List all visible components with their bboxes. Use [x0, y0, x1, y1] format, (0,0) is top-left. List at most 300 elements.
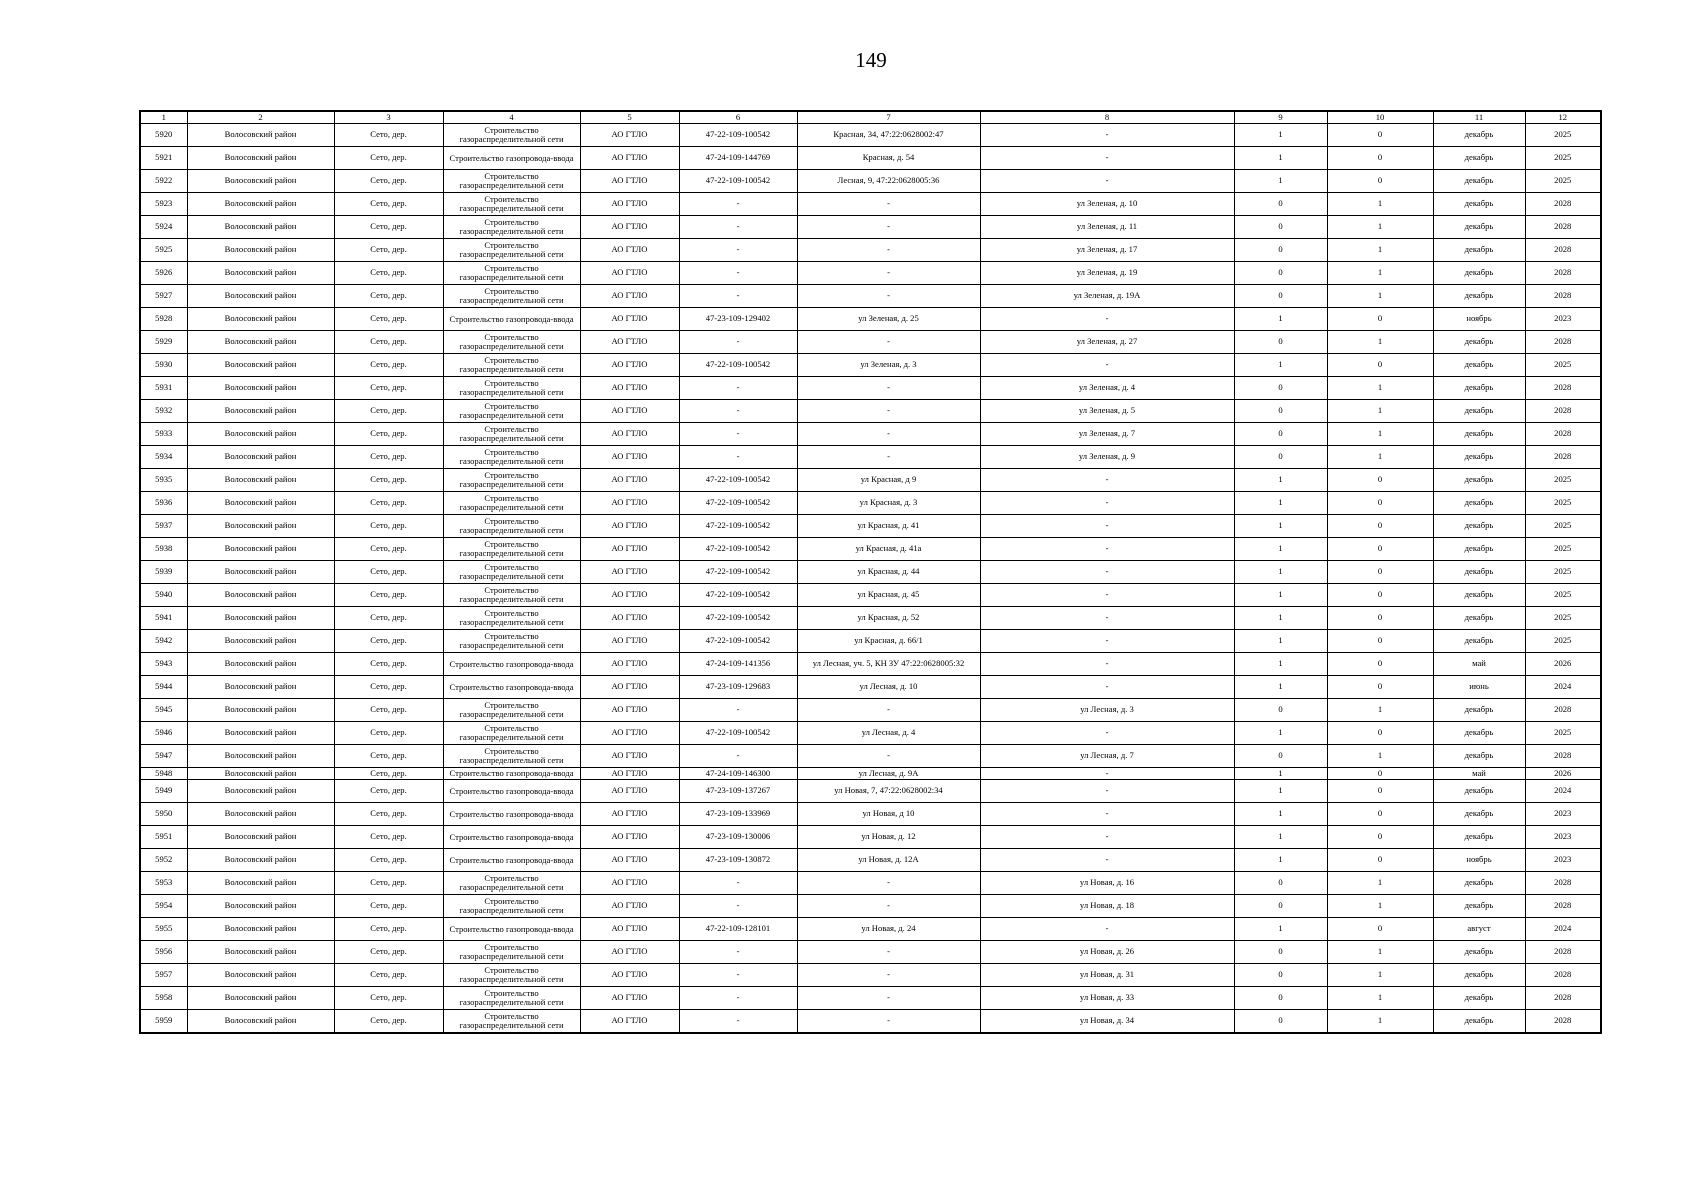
- month-cell: декабрь: [1433, 354, 1525, 377]
- application-number-cell: 47-22-109-100542: [679, 538, 797, 561]
- year-cell: 2028: [1525, 377, 1601, 400]
- year-cell: 2028: [1525, 699, 1601, 722]
- column-header: 5: [580, 111, 679, 124]
- month-cell: декабрь: [1433, 285, 1525, 308]
- count-planned-cell: 1: [1327, 941, 1433, 964]
- work-type-cell: Строительство газораспределительной сети: [443, 285, 580, 308]
- table-row: [140, 147, 1601, 170]
- settlement-cell: Сето, дер.: [334, 768, 443, 780]
- settlement-cell: Сето, дер.: [334, 308, 443, 331]
- count-connected-cell: 1: [1234, 469, 1327, 492]
- settlement-cell: Сето, дер.: [334, 561, 443, 584]
- count-planned-cell: 0: [1327, 515, 1433, 538]
- row-number-cell: 5924: [140, 216, 187, 239]
- table-row: [140, 872, 1601, 895]
- table-row: [140, 469, 1601, 492]
- work-type-cell: Строительство газораспределительной сети: [443, 745, 580, 768]
- table-row: [140, 400, 1601, 423]
- district-cell: Волосовский район: [187, 768, 334, 780]
- settlement-cell: Сето, дер.: [334, 469, 443, 492]
- planned-address-cell: -: [980, 538, 1234, 561]
- connected-address-cell: -: [797, 941, 980, 964]
- connected-address-cell: ул Красная, д. 3: [797, 492, 980, 515]
- planned-address-cell: ул Зеленая, д. 19А: [980, 285, 1234, 308]
- district-cell: Волосовский район: [187, 377, 334, 400]
- district-cell: Волосовский район: [187, 849, 334, 872]
- count-connected-cell: 0: [1234, 745, 1327, 768]
- count-planned-cell: 0: [1327, 607, 1433, 630]
- planned-address-cell: -: [980, 124, 1234, 147]
- district-cell: Волосовский район: [187, 918, 334, 941]
- settlement-cell: Сето, дер.: [334, 722, 443, 745]
- row-number-cell: 5939: [140, 561, 187, 584]
- connected-address-cell: Красная, д. 54: [797, 147, 980, 170]
- table-row: [140, 538, 1601, 561]
- district-cell: Волосовский район: [187, 285, 334, 308]
- year-cell: 2028: [1525, 400, 1601, 423]
- count-planned-cell: 0: [1327, 147, 1433, 170]
- application-number-cell: 47-23-109-129402: [679, 308, 797, 331]
- settlement-cell: Сето, дер.: [334, 538, 443, 561]
- row-number-cell: 5929: [140, 331, 187, 354]
- connected-address-cell: ул Красная, д. 41: [797, 515, 980, 538]
- application-number-cell: 47-22-109-100542: [679, 170, 797, 193]
- application-number-cell: -: [679, 216, 797, 239]
- organization-cell: АО ГТЛО: [580, 964, 679, 987]
- row-number-cell: 5921: [140, 147, 187, 170]
- organization-cell: АО ГТЛО: [580, 538, 679, 561]
- connected-address-cell: ул Красная, д. 45: [797, 584, 980, 607]
- connected-address-cell: -: [797, 285, 980, 308]
- count-connected-cell: 1: [1234, 308, 1327, 331]
- row-number-cell: 5938: [140, 538, 187, 561]
- connected-address-cell: -: [797, 745, 980, 768]
- count-connected-cell: 1: [1234, 780, 1327, 803]
- organization-cell: АО ГТЛО: [580, 354, 679, 377]
- connected-address-cell: -: [797, 987, 980, 1010]
- table-row: [140, 1010, 1601, 1034]
- count-planned-cell: 0: [1327, 124, 1433, 147]
- year-cell: 2028: [1525, 446, 1601, 469]
- connected-address-cell: -: [797, 193, 980, 216]
- organization-cell: АО ГТЛО: [580, 239, 679, 262]
- count-planned-cell: 0: [1327, 308, 1433, 331]
- year-cell: 2025: [1525, 630, 1601, 653]
- count-planned-cell: 1: [1327, 872, 1433, 895]
- table-row: [140, 216, 1601, 239]
- count-planned-cell: 1: [1327, 285, 1433, 308]
- year-cell: 2028: [1525, 964, 1601, 987]
- month-cell: июнь: [1433, 676, 1525, 699]
- district-cell: Волосовский район: [187, 193, 334, 216]
- planned-address-cell: ул Зеленая, д. 7: [980, 423, 1234, 446]
- work-type-cell: Строительство газораспределительной сети: [443, 423, 580, 446]
- work-type-cell: Строительство газораспределительной сети: [443, 584, 580, 607]
- application-number-cell: -: [679, 262, 797, 285]
- row-number-cell: 5945: [140, 699, 187, 722]
- count-connected-cell: 1: [1234, 803, 1327, 826]
- organization-cell: АО ГТЛО: [580, 308, 679, 331]
- count-connected-cell: 1: [1234, 538, 1327, 561]
- count-planned-cell: 1: [1327, 377, 1433, 400]
- organization-cell: АО ГТЛО: [580, 377, 679, 400]
- planned-address-cell: ул Зеленая, д. 27: [980, 331, 1234, 354]
- organization-cell: АО ГТЛО: [580, 849, 679, 872]
- count-connected-cell: 1: [1234, 826, 1327, 849]
- application-number-cell: -: [679, 377, 797, 400]
- district-cell: Волосовский район: [187, 941, 334, 964]
- year-cell: 2025: [1525, 469, 1601, 492]
- row-number-cell: 5943: [140, 653, 187, 676]
- row-number-cell: 5951: [140, 826, 187, 849]
- settlement-cell: Сето, дер.: [334, 239, 443, 262]
- application-number-cell: 47-22-109-100542: [679, 515, 797, 538]
- row-number-cell: 5933: [140, 423, 187, 446]
- count-connected-cell: 0: [1234, 941, 1327, 964]
- count-connected-cell: 0: [1234, 216, 1327, 239]
- district-cell: Волосовский район: [187, 630, 334, 653]
- column-header: 7: [797, 111, 980, 124]
- settlement-cell: Сето, дер.: [334, 515, 443, 538]
- settlement-cell: Сето, дер.: [334, 285, 443, 308]
- connected-address-cell: ул Новая, д. 12: [797, 826, 980, 849]
- district-cell: Волосовский район: [187, 964, 334, 987]
- planned-address-cell: -: [980, 630, 1234, 653]
- month-cell: декабрь: [1433, 492, 1525, 515]
- count-connected-cell: 1: [1234, 918, 1327, 941]
- settlement-cell: Сето, дер.: [334, 630, 443, 653]
- work-type-cell: Строительство газопровода-ввода: [443, 826, 580, 849]
- row-number-cell: 5937: [140, 515, 187, 538]
- work-type-cell: Строительство газораспределительной сети: [443, 941, 580, 964]
- organization-cell: АО ГТЛО: [580, 124, 679, 147]
- work-type-cell: Строительство газопровода-ввода: [443, 918, 580, 941]
- count-connected-cell: 0: [1234, 1010, 1327, 1034]
- work-type-cell: Строительство газораспределительной сети: [443, 446, 580, 469]
- count-planned-cell: 0: [1327, 492, 1433, 515]
- district-cell: Волосовский район: [187, 1010, 334, 1034]
- organization-cell: АО ГТЛО: [580, 147, 679, 170]
- application-number-cell: 47-22-109-100542: [679, 607, 797, 630]
- connected-address-cell: -: [797, 216, 980, 239]
- count-planned-cell: 0: [1327, 170, 1433, 193]
- planned-address-cell: -: [980, 653, 1234, 676]
- settlement-cell: Сето, дер.: [334, 803, 443, 826]
- month-cell: декабрь: [1433, 826, 1525, 849]
- application-number-cell: 47-22-109-100542: [679, 124, 797, 147]
- row-number-cell: 5920: [140, 124, 187, 147]
- connected-address-cell: ул Красная, д 9: [797, 469, 980, 492]
- organization-cell: АО ГТЛО: [580, 216, 679, 239]
- planned-address-cell: ул Новая, д. 34: [980, 1010, 1234, 1034]
- organization-cell: АО ГТЛО: [580, 331, 679, 354]
- count-planned-cell: 0: [1327, 538, 1433, 561]
- organization-cell: АО ГТЛО: [580, 941, 679, 964]
- district-cell: Волосовский район: [187, 354, 334, 377]
- district-cell: Волосовский район: [187, 987, 334, 1010]
- settlement-cell: Сето, дер.: [334, 216, 443, 239]
- year-cell: 2028: [1525, 745, 1601, 768]
- table-row: [140, 722, 1601, 745]
- work-type-cell: Строительство газораспределительной сети: [443, 492, 580, 515]
- organization-cell: АО ГТЛО: [580, 1010, 679, 1034]
- page-number: 149: [855, 48, 887, 72]
- count-planned-cell: 1: [1327, 699, 1433, 722]
- year-cell: 2023: [1525, 803, 1601, 826]
- work-type-cell: Строительство газораспределительной сети: [443, 1010, 580, 1034]
- district-cell: Волосовский район: [187, 826, 334, 849]
- year-cell: 2025: [1525, 492, 1601, 515]
- year-cell: 2025: [1525, 124, 1601, 147]
- application-number-cell: -: [679, 745, 797, 768]
- count-planned-cell: 0: [1327, 354, 1433, 377]
- month-cell: декабрь: [1433, 607, 1525, 630]
- settlement-cell: Сето, дер.: [334, 941, 443, 964]
- work-type-cell: Строительство газораспределительной сети: [443, 964, 580, 987]
- organization-cell: АО ГТЛО: [580, 285, 679, 308]
- row-number-cell: 5946: [140, 722, 187, 745]
- count-connected-cell: 0: [1234, 964, 1327, 987]
- organization-cell: АО ГТЛО: [580, 653, 679, 676]
- count-planned-cell: 1: [1327, 239, 1433, 262]
- application-number-cell: 47-22-109-100542: [679, 469, 797, 492]
- work-type-cell: Строительство газопровода-ввода: [443, 308, 580, 331]
- application-number-cell: 47-23-109-137267: [679, 780, 797, 803]
- planned-address-cell: ул Лесная, д. 7: [980, 745, 1234, 768]
- connected-address-cell: ул Красная, д. 44: [797, 561, 980, 584]
- settlement-cell: Сето, дер.: [334, 849, 443, 872]
- row-number-cell: 5931: [140, 377, 187, 400]
- count-connected-cell: 0: [1234, 400, 1327, 423]
- settlement-cell: Сето, дер.: [334, 377, 443, 400]
- column-header: 10: [1327, 111, 1433, 124]
- table-row: [140, 584, 1601, 607]
- application-number-cell: -: [679, 331, 797, 354]
- connected-address-cell: ул Красная, д. 52: [797, 607, 980, 630]
- organization-cell: АО ГТЛО: [580, 170, 679, 193]
- district-cell: Волосовский район: [187, 745, 334, 768]
- connected-address-cell: ул Лесная, уч. 5, КН ЗУ 47:22:0628005:32: [797, 653, 980, 676]
- year-cell: 2025: [1525, 538, 1601, 561]
- year-cell: 2028: [1525, 872, 1601, 895]
- connected-address-cell: ул Новая, д. 24: [797, 918, 980, 941]
- district-cell: Волосовский район: [187, 262, 334, 285]
- application-number-cell: -: [679, 964, 797, 987]
- planned-address-cell: ул Зеленая, д. 17: [980, 239, 1234, 262]
- settlement-cell: Сето, дер.: [334, 918, 443, 941]
- work-type-cell: Строительство газопровода-ввода: [443, 780, 580, 803]
- settlement-cell: Сето, дер.: [334, 872, 443, 895]
- year-cell: 2028: [1525, 895, 1601, 918]
- connected-address-cell: ул Лесная, д. 10: [797, 676, 980, 699]
- application-number-cell: -: [679, 872, 797, 895]
- column-header: 4: [443, 111, 580, 124]
- count-planned-cell: 1: [1327, 400, 1433, 423]
- settlement-cell: Сето, дер.: [334, 653, 443, 676]
- table-row: [140, 193, 1601, 216]
- work-type-cell: Строительство газораспределительной сети: [443, 377, 580, 400]
- settlement-cell: Сето, дер.: [334, 745, 443, 768]
- organization-cell: АО ГТЛО: [580, 446, 679, 469]
- planned-address-cell: -: [980, 170, 1234, 193]
- month-cell: декабрь: [1433, 630, 1525, 653]
- row-number-cell: 5927: [140, 285, 187, 308]
- connected-address-cell: Лесная, 9, 47:22:0628005:36: [797, 170, 980, 193]
- column-header: 9: [1234, 111, 1327, 124]
- work-type-cell: Строительство газопровода-ввода: [443, 768, 580, 780]
- row-number-cell: 5940: [140, 584, 187, 607]
- settlement-cell: Сето, дер.: [334, 124, 443, 147]
- count-planned-cell: 0: [1327, 768, 1433, 780]
- planned-address-cell: -: [980, 308, 1234, 331]
- month-cell: декабрь: [1433, 561, 1525, 584]
- district-cell: Волосовский район: [187, 561, 334, 584]
- planned-address-cell: ул Зеленая, д. 4: [980, 377, 1234, 400]
- row-number-cell: 5922: [140, 170, 187, 193]
- count-connected-cell: 1: [1234, 676, 1327, 699]
- organization-cell: АО ГТЛО: [580, 561, 679, 584]
- work-type-cell: Строительство газопровода-ввода: [443, 676, 580, 699]
- table-row: [140, 262, 1601, 285]
- settlement-cell: Сето, дер.: [334, 193, 443, 216]
- count-connected-cell: 0: [1234, 285, 1327, 308]
- month-cell: декабрь: [1433, 400, 1525, 423]
- month-cell: декабрь: [1433, 377, 1525, 400]
- planned-address-cell: -: [980, 607, 1234, 630]
- row-number-cell: 5942: [140, 630, 187, 653]
- district-cell: Волосовский район: [187, 722, 334, 745]
- year-cell: 2025: [1525, 170, 1601, 193]
- month-cell: декабрь: [1433, 941, 1525, 964]
- district-cell: Волосовский район: [187, 331, 334, 354]
- settlement-cell: Сето, дер.: [334, 676, 443, 699]
- table-row: [140, 124, 1601, 147]
- work-type-cell: Строительство газораспределительной сети: [443, 469, 580, 492]
- count-connected-cell: 0: [1234, 377, 1327, 400]
- connected-address-cell: -: [797, 262, 980, 285]
- district-cell: Волосовский район: [187, 803, 334, 826]
- district-cell: Волосовский район: [187, 895, 334, 918]
- district-cell: Волосовский район: [187, 515, 334, 538]
- table-row: [140, 987, 1601, 1010]
- planned-address-cell: ул Зеленая, д. 11: [980, 216, 1234, 239]
- year-cell: 2026: [1525, 768, 1601, 780]
- year-cell: 2025: [1525, 722, 1601, 745]
- month-cell: ноябрь: [1433, 308, 1525, 331]
- planned-address-cell: -: [980, 676, 1234, 699]
- planned-address-cell: ул Новая, д. 16: [980, 872, 1234, 895]
- row-number-cell: 5932: [140, 400, 187, 423]
- row-number-cell: 5936: [140, 492, 187, 515]
- planned-address-cell: -: [980, 561, 1234, 584]
- month-cell: декабрь: [1433, 170, 1525, 193]
- count-planned-cell: 0: [1327, 469, 1433, 492]
- year-cell: 2025: [1525, 147, 1601, 170]
- row-number-cell: 5953: [140, 872, 187, 895]
- table-row: [140, 653, 1601, 676]
- row-number-cell: 5947: [140, 745, 187, 768]
- row-number-cell: 5925: [140, 239, 187, 262]
- month-cell: декабрь: [1433, 515, 1525, 538]
- organization-cell: АО ГТЛО: [580, 515, 679, 538]
- month-cell: декабрь: [1433, 446, 1525, 469]
- count-planned-cell: 0: [1327, 918, 1433, 941]
- work-type-cell: Строительство газораспределительной сети: [443, 872, 580, 895]
- application-number-cell: -: [679, 285, 797, 308]
- settlement-cell: Сето, дер.: [334, 170, 443, 193]
- month-cell: декабрь: [1433, 803, 1525, 826]
- planned-address-cell: -: [980, 469, 1234, 492]
- district-cell: Волосовский район: [187, 538, 334, 561]
- row-number-cell: 5956: [140, 941, 187, 964]
- connected-address-cell: -: [797, 377, 980, 400]
- planned-address-cell: ул Новая, д. 33: [980, 987, 1234, 1010]
- year-cell: 2025: [1525, 607, 1601, 630]
- table-row: [140, 377, 1601, 400]
- month-cell: декабрь: [1433, 584, 1525, 607]
- work-type-cell: Строительство газораспределительной сети: [443, 630, 580, 653]
- count-connected-cell: 0: [1234, 262, 1327, 285]
- work-type-cell: Строительство газораспределительной сети: [443, 331, 580, 354]
- district-cell: Волосовский район: [187, 147, 334, 170]
- planned-address-cell: -: [980, 492, 1234, 515]
- table-row: [140, 745, 1601, 768]
- work-type-cell: Строительство газораспределительной сети: [443, 354, 580, 377]
- district-cell: Волосовский район: [187, 124, 334, 147]
- count-planned-cell: 0: [1327, 584, 1433, 607]
- organization-cell: АО ГТЛО: [580, 676, 679, 699]
- table-row: [140, 354, 1601, 377]
- count-planned-cell: 0: [1327, 561, 1433, 584]
- count-planned-cell: 1: [1327, 331, 1433, 354]
- connected-address-cell: -: [797, 872, 980, 895]
- planned-address-cell: -: [980, 354, 1234, 377]
- organization-cell: АО ГТЛО: [580, 469, 679, 492]
- district-cell: Волосовский район: [187, 492, 334, 515]
- month-cell: декабрь: [1433, 722, 1525, 745]
- connected-address-cell: ул Лесная, д. 4: [797, 722, 980, 745]
- application-number-cell: -: [679, 446, 797, 469]
- count-planned-cell: 1: [1327, 987, 1433, 1010]
- count-connected-cell: 1: [1234, 607, 1327, 630]
- settlement-cell: Сето, дер.: [334, 964, 443, 987]
- month-cell: август: [1433, 918, 1525, 941]
- planned-address-cell: ул Зеленая, д. 10: [980, 193, 1234, 216]
- planned-address-cell: ул Зеленая, д. 9: [980, 446, 1234, 469]
- work-type-cell: Строительство газопровода-ввода: [443, 803, 580, 826]
- connected-address-cell: -: [797, 1010, 980, 1034]
- work-type-cell: Строительство газораспределительной сети: [443, 722, 580, 745]
- month-cell: декабрь: [1433, 216, 1525, 239]
- settlement-cell: Сето, дер.: [334, 423, 443, 446]
- planned-address-cell: -: [980, 147, 1234, 170]
- count-planned-cell: 1: [1327, 423, 1433, 446]
- count-connected-cell: 1: [1234, 630, 1327, 653]
- count-connected-cell: 1: [1234, 768, 1327, 780]
- register-table: [139, 110, 1602, 1034]
- work-type-cell: Строительство газопровода-ввода: [443, 147, 580, 170]
- count-connected-cell: 0: [1234, 239, 1327, 262]
- table-row: [140, 918, 1601, 941]
- year-cell: 2026: [1525, 653, 1601, 676]
- organization-cell: АО ГТЛО: [580, 768, 679, 780]
- table-row: [140, 941, 1601, 964]
- year-cell: 2023: [1525, 826, 1601, 849]
- application-number-cell: 47-24-109-144769: [679, 147, 797, 170]
- district-cell: Волосовский район: [187, 446, 334, 469]
- row-number-cell: 5954: [140, 895, 187, 918]
- table-row: [140, 803, 1601, 826]
